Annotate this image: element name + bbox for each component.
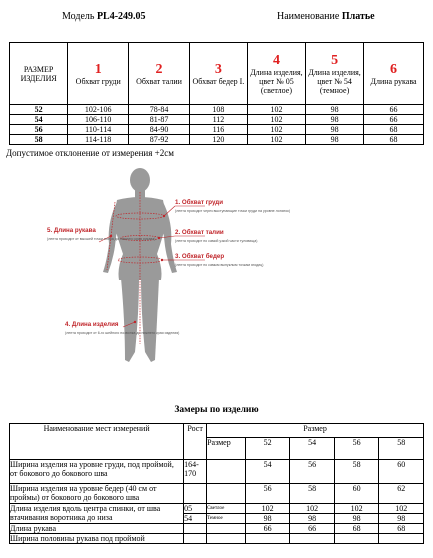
label-chest: 1. Обхват груди (175, 199, 224, 206)
cell: 98 (306, 125, 364, 135)
cell (245, 534, 290, 544)
size-label: Размер (207, 438, 231, 447)
cell: 102 (245, 504, 290, 514)
cell: 102 (334, 504, 379, 514)
col-num-6: 6 (390, 61, 398, 77)
cell: 108 (189, 105, 247, 115)
col-num-2: 2 (155, 61, 163, 77)
measurement-figure (45, 162, 345, 374)
cell: 98 (306, 115, 364, 125)
cell: 68 (364, 125, 424, 135)
label-length: 4. Длина изделия (65, 321, 119, 328)
size-header: РАЗМЕР ИЗДЕЛИЯ (20, 64, 57, 83)
model-value: PL4-249.05 (96, 11, 146, 22)
size-label-cell (207, 438, 246, 460)
col-header-6 (364, 43, 424, 105)
row-sub (207, 524, 246, 534)
table-row (10, 534, 424, 544)
size-52: 52 (245, 438, 290, 460)
name-line (277, 11, 375, 22)
cell: 102 (247, 135, 305, 145)
col-header-3 (189, 43, 247, 105)
table-row (10, 524, 424, 534)
row-sub: Светлое (207, 504, 246, 514)
model-label: Модель (62, 11, 95, 22)
row-name: Длина изделия вдоль центра спинки, от шва втачивания воротника до низа (10, 504, 184, 524)
row-height (184, 534, 207, 544)
cell: 98 (245, 514, 290, 524)
row-height: 05 (184, 504, 207, 514)
cell: 120 (189, 135, 247, 145)
cell: 98 (334, 514, 379, 524)
cell: 112 (189, 115, 247, 125)
label-waist: 2. Обхват талии (175, 229, 224, 236)
col-header-1 (68, 43, 129, 105)
cell: 102-106 (68, 105, 129, 115)
cell: 56 (245, 484, 290, 504)
label-sleeve: 5. Длина рукава (47, 227, 96, 234)
size-58: 58 (379, 438, 424, 460)
label-sleeve-note: (лента проходит от высшей точки плеча до нижнего края рукава) (47, 237, 156, 241)
cell: 98 (306, 135, 364, 145)
table-row (10, 135, 424, 145)
row-name: Ширина изделия на уровне бедер (40 см от проймы) от бокового до бокового шва (10, 484, 184, 504)
label-hips-note: (лента проходит по самым выпуклым точкам ягодиц) (175, 263, 264, 267)
name-value: Платье (341, 11, 375, 22)
cell: 98 (379, 514, 424, 524)
size-54: 54 (290, 438, 335, 460)
size-56: 56 (334, 438, 379, 460)
col-label-4: Длина изделия, цвет № 05 (светлое) (250, 67, 303, 95)
measure-title: Замеры по изделию (174, 405, 259, 415)
name-label: Наименование (277, 11, 340, 22)
size-header-cell (10, 43, 68, 105)
cell: 87-92 (129, 135, 190, 145)
row-height (184, 484, 207, 504)
row-name: Ширина половины рукава под проймой (10, 534, 184, 544)
cell: 102 (247, 115, 305, 125)
row-name: Длина рукава (10, 524, 184, 534)
col-height-header (184, 424, 207, 460)
row-height: 164-170 (184, 460, 207, 484)
col-header-4 (247, 43, 305, 105)
cell: 66 (245, 524, 290, 534)
cell: 81-87 (129, 115, 190, 125)
cell: 98 (306, 105, 364, 115)
col-size-text: Размер (303, 424, 327, 433)
row-sub (207, 484, 246, 504)
cell: 66 (290, 524, 335, 534)
cell: 68 (364, 135, 424, 145)
row-sub (207, 534, 246, 544)
table-row (10, 484, 424, 504)
col-num-5: 5 (331, 52, 339, 68)
cell: 84-90 (129, 125, 190, 135)
row-size: 58 (10, 135, 68, 145)
col-size-header (207, 424, 424, 438)
col-label-2: Обхват талии (136, 76, 182, 86)
col-place-text: Наименование мест измерений (43, 424, 150, 433)
cell: 114-118 (68, 135, 129, 145)
row-size: 52 (10, 105, 68, 115)
cell (334, 534, 379, 544)
cell: 66 (364, 115, 424, 125)
col-place-header (10, 424, 184, 460)
cell: 58 (290, 484, 335, 504)
col-num-3: 3 (214, 61, 222, 77)
cell: 78-84 (129, 105, 190, 115)
cell: 66 (364, 105, 424, 115)
cell: 68 (334, 524, 379, 534)
cell: 58 (334, 460, 379, 484)
label-hips: 3. Обхват бедер (175, 253, 225, 260)
cell (290, 534, 335, 544)
measure-table (9, 423, 424, 544)
col-label-5: Длина изделия, цвет № 54 (темное) (308, 67, 361, 95)
col-header-2 (129, 43, 190, 105)
col-header-5 (306, 43, 364, 105)
cell: 56 (290, 460, 335, 484)
row-sub (207, 460, 246, 484)
col-height-text: Рост (187, 424, 203, 433)
row-size: 54 (10, 115, 68, 125)
cell: 116 (189, 125, 247, 135)
cell: 68 (379, 524, 424, 534)
cell: 54 (245, 460, 290, 484)
table-row (10, 105, 424, 115)
cell: 102 (247, 105, 305, 115)
cell: 102 (379, 504, 424, 514)
tolerance-note: Допустимое отклонение от измерения +2см (6, 148, 174, 158)
table-row (10, 125, 424, 135)
cell: 106-110 (68, 115, 129, 125)
table-row (10, 504, 424, 514)
col-num-1: 1 (94, 61, 102, 77)
cell (379, 534, 424, 544)
row-height: 54 (184, 514, 207, 524)
cell: 60 (334, 484, 379, 504)
col-label-3: Обхват бедер I. (192, 76, 245, 86)
table-row (10, 115, 424, 125)
cell: 60 (379, 460, 424, 484)
col-num-4: 4 (272, 52, 280, 68)
cell: 102 (247, 125, 305, 135)
size-table (9, 42, 424, 145)
col-label-6: Длина рукава (370, 76, 417, 86)
model-line (62, 11, 146, 22)
row-height (184, 524, 207, 534)
cell: 110-114 (68, 125, 129, 135)
cell: 98 (290, 514, 335, 524)
col-label-1: Обхват груди (75, 76, 121, 86)
table-row (10, 460, 424, 484)
label-length-note: (лента проходит от 6-го шейного позвонка до нижнего края изделия) (65, 331, 180, 335)
row-sub: Темное (207, 514, 246, 524)
cell: 102 (290, 504, 335, 514)
cell: 62 (379, 484, 424, 504)
row-name: Ширина изделия на уровне груди, под проймой, от бокового до бокового шва (10, 460, 184, 484)
row-size: 56 (10, 125, 68, 135)
label-chest-note: (лента проходит через выступающие точки груди на уровне лопаток) (175, 209, 291, 213)
label-waist-note: (лента проходит по самой узкой части туловища) (175, 239, 258, 243)
